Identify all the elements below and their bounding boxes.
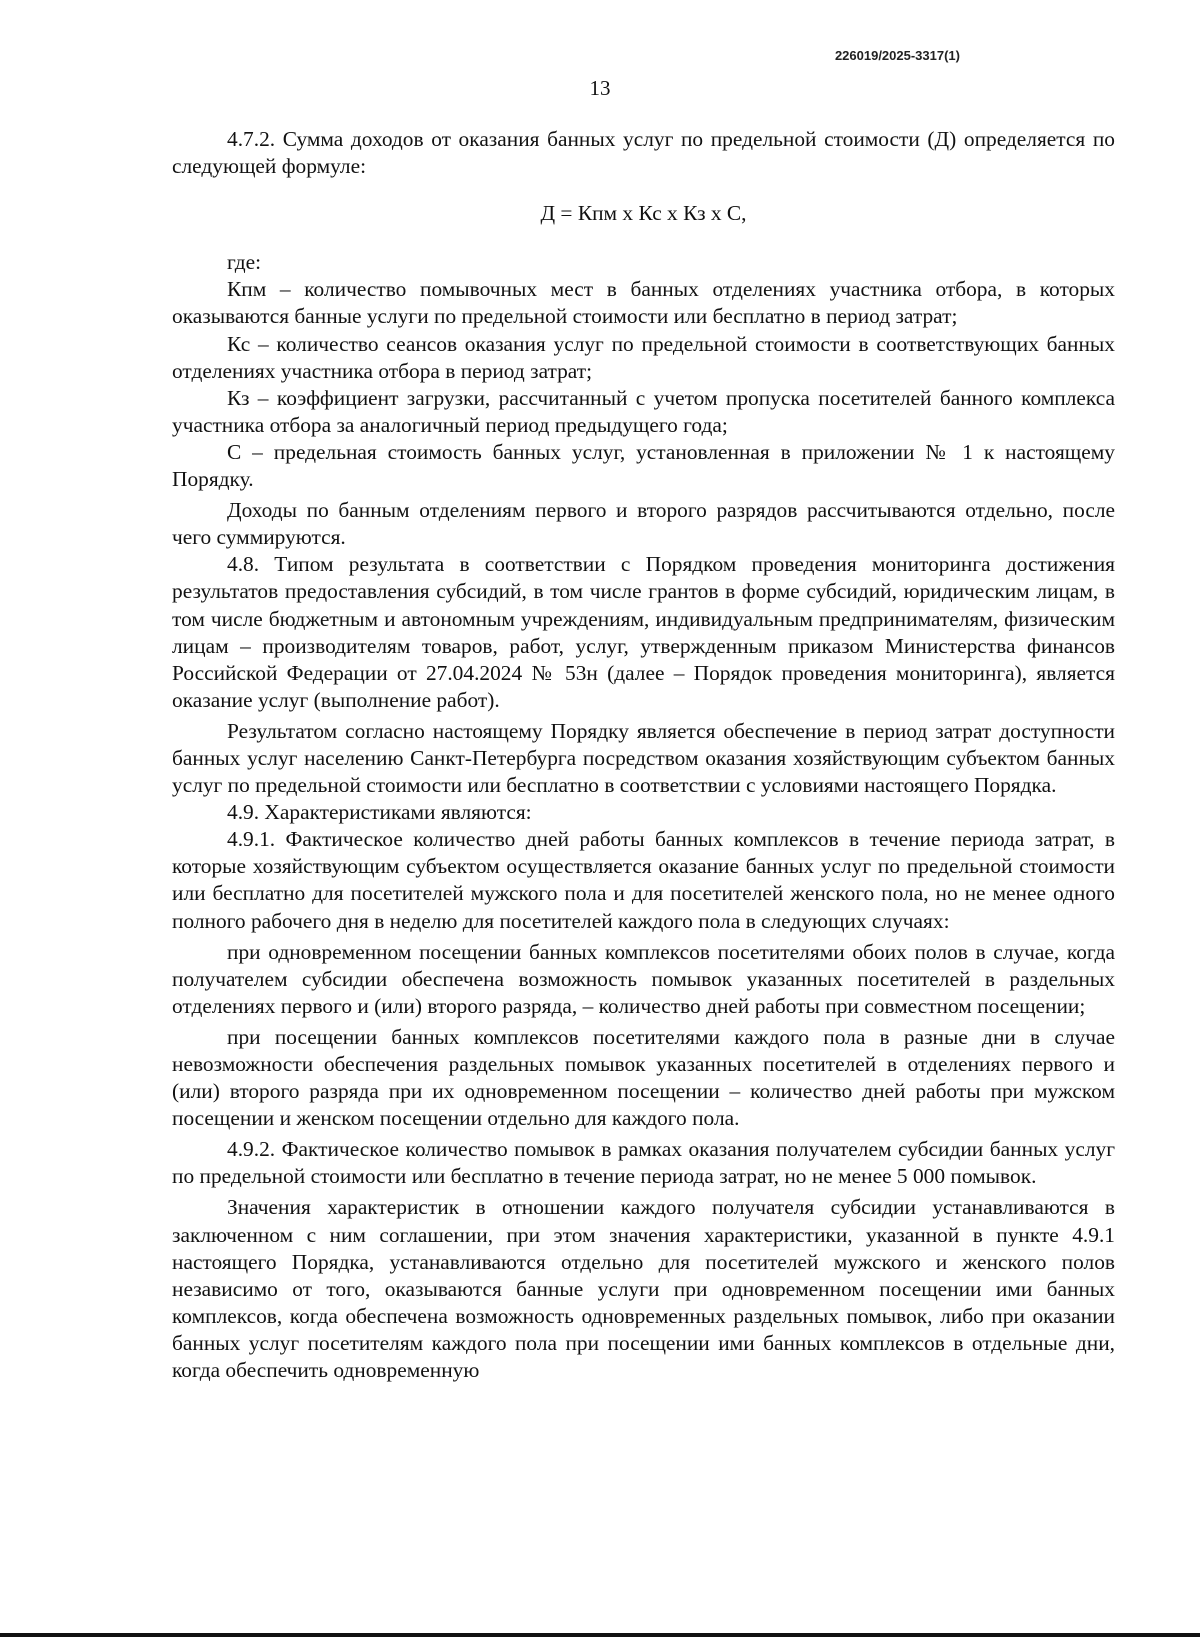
paragraph-4-9-2: 4.9.2. Фактическое количество помывок в рамках оказания получателем субсидии банных услуг по предельной стоимости или бесплатно в течение периода затрат, но не менее 5 000 помывок. [172,1137,1115,1189]
scan-bottom-edge [0,1633,1200,1637]
definition-kz: Кз – коэффициент загрузки, рассчитанный с учетом пропуска посетителей банного комплекса участника отбора за аналогичный период предыдущего года; [172,385,1115,437]
document-registration-number: 226019/2025-3317(1) [834,48,960,63]
paragraph-4-8: 4.8. Типом результата в соответствии с Порядком проведения мониторинга достижения результатов предоставления субсидий, в том числе грантов в форме субсидий, юридическим лицам, в том числе бюджетным и автономным учреждениям, индивидуальным предпринимателям, физическим лицам – производителям товаров, работ, услуг, утвержденным приказом Министерства финансов Российской Федерации от 27.04.2024 № 53н (далее – Порядок проведения мониторинга), является оказание услуг (выполнение работ). [172,552,1115,712]
page-number: 13 [589,76,611,100]
case-joint-visit: при одновременном посещении банных комплексов посетителями обоих полов в случае, когда получателем субсидии обеспечена возможность помывок указанных посетителей в раздельных отделениях первого и (или) второго разряда, – количество дней работы при совместном посещении; [172,939,1115,1018]
definition-c: С – предельная стоимость банных услуг, установленная в приложении № 1 к настоящему Порядку. [172,439,1115,492]
document-body [172,126,1115,1384]
paragraph-4-9-1: 4.9.1. Фактическое количество дней работы банных комплексов в течение периода затрат, в которые хозяйствующим субъектом осуществляется оказание банных услуг по предельной стоимости или бесплатно для посетителей мужского пола и для посетителей женского пола, но не менее одного полного рабочего дня в неделю для посетителей каждого пола в следующих случаях: [172,827,1115,933]
formula-where-label: где: [227,250,262,275]
characteristics-values-paragraph: Значения характеристик в отношении каждого получателя субсидии устанавливаются в заключенном с ним соглашении, при этом значения характеристики, указанной в пункте 4.9.1 настоящего Порядка, устанавливаются отдельно для посетителей мужского и женского полов независимо от того, оказываются банные услуги при одновременном посещении ими банных комплексов, когда обеспечена возможность одновременных раздельных помывок, либо при оказании банных услуг посетителям каждого пола при посещении ими банных комплексов в отдельные дни, когда обеспечить одновременную [172,1195,1115,1383]
result-paragraph: Результатом согласно настоящему Порядку является обеспечение в период затрат доступности банных услуг населению Санкт-Петербурга посредством оказания хозяйствующим субъектом банных услуг по предельной стоимости или бесплатно в соответствии с условиями настоящего Порядка. [172,718,1115,798]
paragraph-4-7-2: 4.7.2. Сумма доходов от оказания банных услуг по предельной стоимости (Д) определяется по следующей формуле: [172,127,1115,179]
case-separate-days: при посещении банных комплексов посетителями каждого пола в разные дни в случае невозможности обеспечения раздельных помывок указанных посетителей в отделениях первого и (или) второго разряда при их одновременном посещении – количество дней работы при мужском посещении и женском посещении отдельно для каждого пола. [172,1024,1115,1131]
income-formula: Д = Кпм х Кс х Кз х С, [540,201,747,226]
definition-kpm: Кпм – количество помывочных мест в банных отделениях участника отбора, в которых оказываются банные услуги по предельной стоимости или бесплатно в период затрат; [172,277,1115,329]
paragraph-4-9: 4.9. Характеристиками являются: [227,800,532,825]
definition-kc: Кс – количество сеансов оказания услуг по предельной стоимости в соответствующих банных отделениях участника отбора в период затрат; [172,331,1115,383]
income-note-paragraph: Доходы по банным отделениям первого и второго разрядов рассчитываются отдельно, после чего суммируются. [172,498,1115,550]
